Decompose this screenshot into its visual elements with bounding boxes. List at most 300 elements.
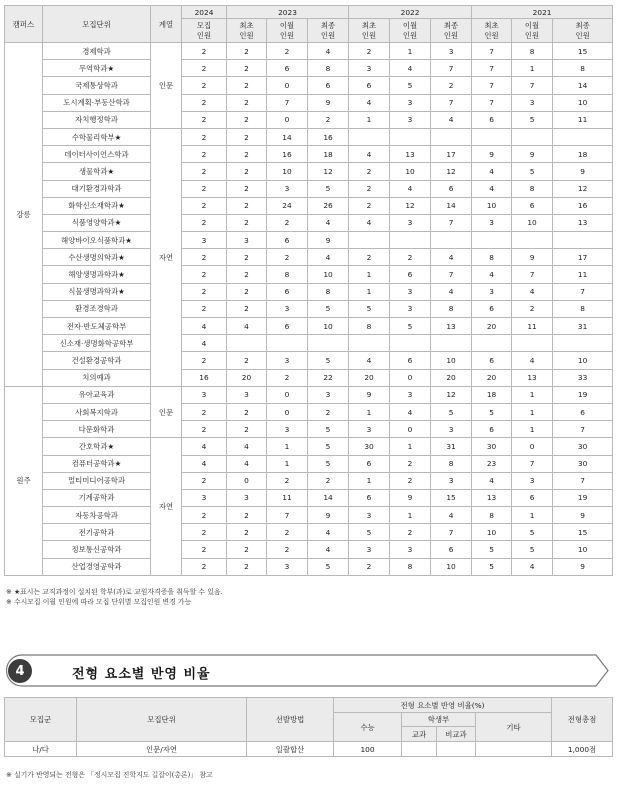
value-cell-2023-final: 18: [308, 146, 349, 163]
value-cell-2021-waitlist: 3: [512, 472, 553, 489]
value-cell-2024-recruit: 2: [182, 163, 227, 180]
value-cell-2023-initial: 2: [227, 146, 267, 163]
value-cell-2022-final: 15: [431, 489, 472, 506]
value-cell-2022-waitlist: 5: [390, 77, 431, 94]
table-row: [5, 283, 613, 300]
ratio-cell-non-subject: [437, 742, 476, 757]
admissions-table: [4, 5, 613, 576]
value-cell-2022-final: 13: [431, 318, 472, 335]
value-cell-2021-final: 30: [553, 438, 613, 455]
value-cell-2021-waitlist: 4: [512, 558, 553, 575]
value-cell-2024-recruit: 2: [182, 214, 227, 231]
header-label: 최종: [320, 20, 336, 30]
unit-cell: 전자·반도체공학부: [43, 318, 151, 335]
unit-cell: 컴퓨터공학과★: [43, 455, 151, 472]
value-cell-2022-final: 20: [431, 369, 472, 386]
unit-cell: 해양바이오식품학과★: [43, 232, 151, 249]
value-cell-2023-final: 26: [308, 197, 349, 214]
header-2024-recruit: [182, 19, 227, 43]
unit-cell: 수학물리학부★: [43, 128, 151, 145]
value-cell-2022-final: 6: [431, 180, 472, 197]
value-cell-2021-waitlist: 1: [512, 386, 553, 403]
table-row: [5, 77, 613, 94]
value-cell-2022-waitlist: 2: [390, 472, 431, 489]
ratio-header-suneung: 수능: [334, 713, 402, 742]
value-cell-2022-final: 3: [431, 472, 472, 489]
value-cell-2021-waitlist: 6: [512, 489, 553, 506]
field-cell: 자연: [151, 128, 182, 386]
value-cell-2023-waitlist: 2: [267, 214, 308, 231]
value-cell-2022-initial: 2: [349, 249, 390, 266]
value-cell-2023-initial: 2: [227, 558, 267, 575]
value-cell-2023-waitlist: 7: [267, 507, 308, 524]
value-cell-2021-waitlist: 7: [512, 455, 553, 472]
value-cell-2021-waitlist: 3: [512, 94, 553, 111]
value-cell-2021-waitlist: 5: [512, 163, 553, 180]
header-label: 인원: [443, 30, 459, 40]
value-cell-2023-final: 22: [308, 369, 349, 386]
value-cell-2021-initial: 7: [472, 94, 512, 111]
value-cell-2022-final: 7: [431, 60, 472, 77]
value-cell-2023-initial: 2: [227, 249, 267, 266]
header-field: 계열: [151, 6, 182, 43]
value-cell-2021-initial: 4: [472, 180, 512, 197]
value-cell-2021-final: 31: [553, 318, 613, 335]
value-cell-2023-initial: 2: [227, 507, 267, 524]
admissions-table-body: [5, 43, 613, 576]
value-cell-2022-initial: [349, 232, 390, 249]
value-cell-2021-waitlist: 9: [512, 249, 553, 266]
value-cell-2022-initial: [349, 335, 390, 352]
value-cell-2022-final: 7: [431, 214, 472, 231]
value-cell-2022-initial: 3: [349, 421, 390, 438]
value-cell-2022-waitlist: 0: [390, 369, 431, 386]
value-cell-2023-final: 16: [308, 128, 349, 145]
section-title: 전형 요소별 반영 비율: [72, 667, 211, 682]
value-cell-2021-waitlist: 10: [512, 214, 553, 231]
value-cell-2024-recruit: 2: [182, 352, 227, 369]
ratio-table-header: [5, 698, 613, 742]
value-cell-2022-waitlist: 3: [390, 300, 431, 317]
value-cell-2024-recruit: 3: [182, 232, 227, 249]
note-line: ※ ★표시는 교직과정이 설치된 학부(과)로 교원자격증을 취득할 수 있음.: [6, 588, 223, 596]
header-2021-initial: [472, 19, 512, 43]
value-cell-2022-final: 8: [431, 455, 472, 472]
table-row: [5, 94, 613, 111]
value-cell-2022-final: 4: [431, 507, 472, 524]
value-cell-2021-waitlist: 2: [512, 300, 553, 317]
unit-cell: 데이터사이언스학과: [43, 146, 151, 163]
value-cell-2022-initial: 5: [349, 524, 390, 541]
value-cell-2021-final: 16: [553, 197, 613, 214]
value-cell-2022-initial: 1: [349, 472, 390, 489]
value-cell-2021-initial: 13: [472, 489, 512, 506]
value-cell-2022-initial: 1: [349, 266, 390, 283]
value-cell-2023-waitlist: 3: [267, 180, 308, 197]
table-notes: [6, 587, 223, 607]
value-cell-2022-waitlist: 3: [390, 111, 431, 128]
value-cell-2023-waitlist: 2: [267, 249, 308, 266]
value-cell-2023-final: 12: [308, 163, 349, 180]
table-row: [5, 403, 613, 420]
campus-cell: 강릉: [5, 43, 43, 387]
value-cell-2021-initial: 20: [472, 318, 512, 335]
value-cell-2022-initial: 20: [349, 369, 390, 386]
value-cell-2023-waitlist: 2: [267, 524, 308, 541]
value-cell-2024-recruit: 3: [182, 386, 227, 403]
value-cell-2023-final: 5: [308, 558, 349, 575]
table-row: [5, 438, 613, 455]
value-cell-2021-final: 9: [553, 507, 613, 524]
value-cell-2022-initial: 2: [349, 163, 390, 180]
header-2021: 2021: [472, 6, 613, 19]
value-cell-2022-final: 10: [431, 558, 472, 575]
value-cell-2022-initial: 30: [349, 438, 390, 455]
value-cell-2021-initial: 3: [472, 214, 512, 231]
ratio-header-total: 전형총점: [552, 698, 613, 742]
value-cell-2022-final: 8: [431, 300, 472, 317]
value-cell-2021-initial: 30: [472, 438, 512, 455]
value-cell-2023-initial: 2: [227, 180, 267, 197]
value-cell-2022-initial: 2: [349, 43, 390, 60]
ratio-header-method: 선발방법: [247, 698, 334, 742]
value-cell-2021-waitlist: 0: [512, 438, 553, 455]
header-label: 이월: [279, 20, 295, 30]
table-row: [5, 558, 613, 575]
unit-cell: 자동차공학과: [43, 507, 151, 524]
value-cell-2021-final: 11: [553, 111, 613, 128]
value-cell-2023-final: 5: [308, 438, 349, 455]
header-2022-waitlist: [390, 19, 431, 43]
value-cell-2024-recruit: 2: [182, 421, 227, 438]
value-cell-2024-recruit: 2: [182, 300, 227, 317]
value-cell-2023-initial: [227, 335, 267, 352]
note-line: ※ 수시모집 이월 인원에 따라 모집 단위별 모집인원 변경 가능: [6, 598, 192, 606]
value-cell-2021-waitlist: 7: [512, 266, 553, 283]
value-cell-2022-waitlist: 1: [390, 43, 431, 60]
ratio-cell-unit: 인문/자연: [77, 742, 247, 757]
value-cell-2021-final: 19: [553, 386, 613, 403]
value-cell-2023-initial: 3: [227, 232, 267, 249]
value-cell-2021-initial: 5: [472, 541, 512, 558]
header-label: 인원: [196, 30, 212, 40]
unit-cell: 국제통상학과: [43, 77, 151, 94]
value-cell-2023-initial: 2: [227, 60, 267, 77]
value-cell-2021-waitlist: 13: [512, 369, 553, 386]
header-2024: 2024: [182, 6, 227, 19]
value-cell-2023-final: 5: [308, 352, 349, 369]
value-cell-2023-waitlist: 3: [267, 352, 308, 369]
value-cell-2024-recruit: 3: [182, 489, 227, 506]
value-cell-2024-recruit: 2: [182, 128, 227, 145]
value-cell-2023-final: 9: [308, 232, 349, 249]
value-cell-2022-initial: 2: [349, 558, 390, 575]
value-cell-2024-recruit: 2: [182, 266, 227, 283]
value-cell-2022-initial: [349, 128, 390, 145]
value-cell-2024-recruit: 16: [182, 369, 227, 386]
table-row: [5, 43, 613, 60]
value-cell-2023-initial: 0: [227, 472, 267, 489]
value-cell-2023-initial: 4: [227, 455, 267, 472]
value-cell-2021-initial: 6: [472, 352, 512, 369]
table-row: [5, 249, 613, 266]
value-cell-2023-initial: 4: [227, 438, 267, 455]
value-cell-2022-initial: 9: [349, 386, 390, 403]
value-cell-2021-waitlist: 1: [512, 60, 553, 77]
table-row: [5, 180, 613, 197]
value-cell-2021-final: 30: [553, 455, 613, 472]
ratio-table-body: [5, 742, 613, 757]
ratio-header-group: 모집군: [5, 698, 77, 742]
value-cell-2023-waitlist: 16: [267, 146, 308, 163]
header-2022: 2022: [349, 6, 472, 19]
value-cell-2023-waitlist: 2: [267, 541, 308, 558]
value-cell-2023-initial: 2: [227, 77, 267, 94]
value-cell-2024-recruit: 2: [182, 111, 227, 128]
value-cell-2023-final: 4: [308, 214, 349, 231]
value-cell-2021-final: 10: [553, 94, 613, 111]
value-cell-2024-recruit: 2: [182, 197, 227, 214]
unit-cell: 경제학과: [43, 43, 151, 60]
value-cell-2021-waitlist: 11: [512, 318, 553, 335]
value-cell-2023-waitlist: 2: [267, 369, 308, 386]
header-2022-final: [431, 19, 472, 43]
ratio-cell-method: 일괄합산: [247, 742, 334, 757]
value-cell-2023-waitlist: 3: [267, 558, 308, 575]
header-unit: 모집단위: [43, 6, 151, 43]
value-cell-2022-waitlist: 0: [390, 421, 431, 438]
table-row: [5, 352, 613, 369]
value-cell-2023-final: [308, 335, 349, 352]
value-cell-2023-waitlist: 0: [267, 403, 308, 420]
table-row: [5, 266, 613, 283]
value-cell-2023-initial: 2: [227, 94, 267, 111]
table-row: [5, 232, 613, 249]
value-cell-2021-initial: 5: [472, 403, 512, 420]
value-cell-2022-initial: 2: [349, 180, 390, 197]
value-cell-2023-final: 10: [308, 266, 349, 283]
value-cell-2023-waitlist: 14: [267, 128, 308, 145]
value-cell-2023-final: 8: [308, 283, 349, 300]
value-cell-2021-initial: 20: [472, 369, 512, 386]
value-cell-2022-waitlist: 2: [390, 524, 431, 541]
ratio-cell-total: 1,000점: [552, 742, 613, 757]
header-2023: 2023: [227, 6, 349, 19]
header-label: 인원: [402, 30, 418, 40]
value-cell-2021-initial: 8: [472, 507, 512, 524]
value-cell-2023-waitlist: 6: [267, 318, 308, 335]
value-cell-2022-waitlist: 10: [390, 163, 431, 180]
value-cell-2023-waitlist: 6: [267, 60, 308, 77]
value-cell-2024-recruit: 2: [182, 283, 227, 300]
header-label: 최초: [484, 20, 499, 30]
value-cell-2023-waitlist: 6: [267, 283, 308, 300]
unit-cell: 치의예과: [43, 369, 151, 386]
value-cell-2022-final: 4: [431, 283, 472, 300]
ratio-header-ratio: 전형 요소별 반영 비율(%): [334, 698, 552, 713]
value-cell-2023-initial: 3: [227, 386, 267, 403]
value-cell-2022-final: 7: [431, 524, 472, 541]
header-label: 최초: [239, 20, 254, 30]
value-cell-2021-final: 15: [553, 524, 613, 541]
ratio-cell-subject: [402, 742, 437, 757]
table-row: [5, 507, 613, 524]
value-cell-2022-initial: 1: [349, 111, 390, 128]
value-cell-2023-final: 4: [308, 541, 349, 558]
value-cell-2021-initial: [472, 335, 512, 352]
value-cell-2021-final: [553, 232, 613, 249]
field-cell: 인문: [151, 386, 182, 438]
value-cell-2022-final: 7: [431, 266, 472, 283]
value-cell-2023-initial: 2: [227, 163, 267, 180]
value-cell-2021-final: 10: [553, 352, 613, 369]
table-row: [5, 146, 613, 163]
value-cell-2022-final: 4: [431, 249, 472, 266]
value-cell-2022-initial: 5: [349, 300, 390, 317]
value-cell-2022-final: 7: [431, 94, 472, 111]
unit-cell: 다문화학과: [43, 421, 151, 438]
ratio-header-non-subject: 비교과: [437, 727, 476, 742]
value-cell-2023-final: 9: [308, 94, 349, 111]
header-2023-waitlist: [267, 19, 308, 43]
value-cell-2021-waitlist: 8: [512, 43, 553, 60]
value-cell-2023-final: 10: [308, 318, 349, 335]
value-cell-2024-recruit: 2: [182, 558, 227, 575]
value-cell-2022-final: 2: [431, 77, 472, 94]
value-cell-2022-waitlist: 3: [390, 541, 431, 558]
value-cell-2023-final: 2: [308, 403, 349, 420]
value-cell-2024-recruit: 4: [182, 455, 227, 472]
value-cell-2021-initial: 9: [472, 146, 512, 163]
unit-cell: 자치행정학과: [43, 111, 151, 128]
value-cell-2022-waitlist: 1: [390, 438, 431, 455]
header-label: 모집: [196, 20, 212, 30]
value-cell-2023-initial: 2: [227, 421, 267, 438]
value-cell-2023-final: 2: [308, 472, 349, 489]
value-cell-2022-waitlist: 6: [390, 352, 431, 369]
value-cell-2021-final: 9: [553, 558, 613, 575]
value-cell-2021-initial: [472, 232, 512, 249]
value-cell-2021-initial: 6: [472, 111, 512, 128]
value-cell-2021-waitlist: 1: [512, 421, 553, 438]
table-row: [5, 541, 613, 558]
header-2021-waitlist: [512, 19, 553, 43]
value-cell-2021-initial: 3: [472, 283, 512, 300]
value-cell-2024-recruit: 2: [182, 541, 227, 558]
value-cell-2024-recruit: 2: [182, 146, 227, 163]
unit-cell: 도시계획·부동산학과: [43, 94, 151, 111]
value-cell-2021-final: 13: [553, 214, 613, 231]
unit-cell: 전기공학과: [43, 524, 151, 541]
value-cell-2022-final: 10: [431, 352, 472, 369]
table-row: [5, 472, 613, 489]
value-cell-2023-waitlist: 0: [267, 386, 308, 403]
value-cell-2022-waitlist: 9: [390, 489, 431, 506]
table-row: [5, 197, 613, 214]
value-cell-2024-recruit: 4: [182, 438, 227, 455]
value-cell-2021-initial: 23: [472, 455, 512, 472]
value-cell-2021-waitlist: 8: [512, 180, 553, 197]
header-label: 이월: [524, 20, 540, 30]
unit-cell: 건설환경공학과: [43, 352, 151, 369]
value-cell-2024-recruit: 2: [182, 94, 227, 111]
table-row: [5, 335, 613, 352]
value-cell-2023-initial: 2: [227, 266, 267, 283]
unit-cell: 식품영양학과★: [43, 214, 151, 231]
value-cell-2022-initial: 4: [349, 94, 390, 111]
footnote: ※ 실기가 반영되는 전형은 「정시모집 진학지도 길잡이(총론)」 참고: [6, 771, 213, 779]
value-cell-2021-initial: 7: [472, 60, 512, 77]
value-cell-2023-initial: 2: [227, 541, 267, 558]
value-cell-2023-waitlist: 11: [267, 489, 308, 506]
unit-cell: 생물학과★: [43, 163, 151, 180]
value-cell-2022-waitlist: 4: [390, 60, 431, 77]
value-cell-2021-waitlist: 5: [512, 524, 553, 541]
value-cell-2024-recruit: 2: [182, 472, 227, 489]
value-cell-2024-recruit: 2: [182, 524, 227, 541]
unit-cell: 유아교육과: [43, 386, 151, 403]
value-cell-2023-final: 5: [308, 180, 349, 197]
table-row: [5, 369, 613, 386]
value-cell-2023-final: 14: [308, 489, 349, 506]
value-cell-2021-initial: 6: [472, 421, 512, 438]
value-cell-2021-initial: 5: [472, 558, 512, 575]
table-row: [5, 60, 613, 77]
value-cell-2021-waitlist: 1: [512, 507, 553, 524]
value-cell-2022-final: 17: [431, 146, 472, 163]
ratio-cell-other: [476, 742, 552, 757]
value-cell-2021-final: 18: [553, 146, 613, 163]
ratio-cell-group: 나/다: [5, 742, 77, 757]
value-cell-2023-final: 6: [308, 77, 349, 94]
value-cell-2021-waitlist: 4: [512, 352, 553, 369]
value-cell-2022-initial: 6: [349, 77, 390, 94]
value-cell-2023-final: 3: [308, 386, 349, 403]
unit-cell: 멀티미디어공학과: [43, 472, 151, 489]
value-cell-2021-final: 14: [553, 77, 613, 94]
value-cell-2021-waitlist: [512, 232, 553, 249]
unit-cell: 간호학과★: [43, 438, 151, 455]
ratio-header-school-record: 학생부: [402, 713, 476, 727]
value-cell-2021-final: 11: [553, 266, 613, 283]
value-cell-2021-final: 33: [553, 369, 613, 386]
value-cell-2022-final: [431, 232, 472, 249]
value-cell-2023-waitlist: 3: [267, 421, 308, 438]
value-cell-2022-initial: 4: [349, 146, 390, 163]
value-cell-2023-final: 5: [308, 421, 349, 438]
unit-cell: 수산생명의학과★: [43, 249, 151, 266]
ratio-header-unit: 모집단위: [77, 698, 247, 742]
value-cell-2022-waitlist: 4: [390, 180, 431, 197]
value-cell-2023-initial: 2: [227, 43, 267, 60]
table-row: [5, 300, 613, 317]
value-cell-2021-final: 12: [553, 180, 613, 197]
header-label: 인원: [361, 30, 377, 40]
unit-cell: 산업경영공학과: [43, 558, 151, 575]
value-cell-2021-waitlist: 9: [512, 146, 553, 163]
campus-cell: 원주: [5, 386, 43, 575]
value-cell-2023-waitlist: 8: [267, 266, 308, 283]
value-cell-2022-waitlist: 2: [390, 455, 431, 472]
value-cell-2022-waitlist: 13: [390, 146, 431, 163]
value-cell-2022-initial: 8: [349, 318, 390, 335]
header-label: 최초: [361, 20, 377, 30]
value-cell-2022-initial: 3: [349, 541, 390, 558]
ratio-header-other: 기타: [476, 713, 552, 742]
unit-cell: 대기환경과학과: [43, 180, 151, 197]
value-cell-2023-waitlist: [267, 335, 308, 352]
value-cell-2021-initial: 4: [472, 163, 512, 180]
